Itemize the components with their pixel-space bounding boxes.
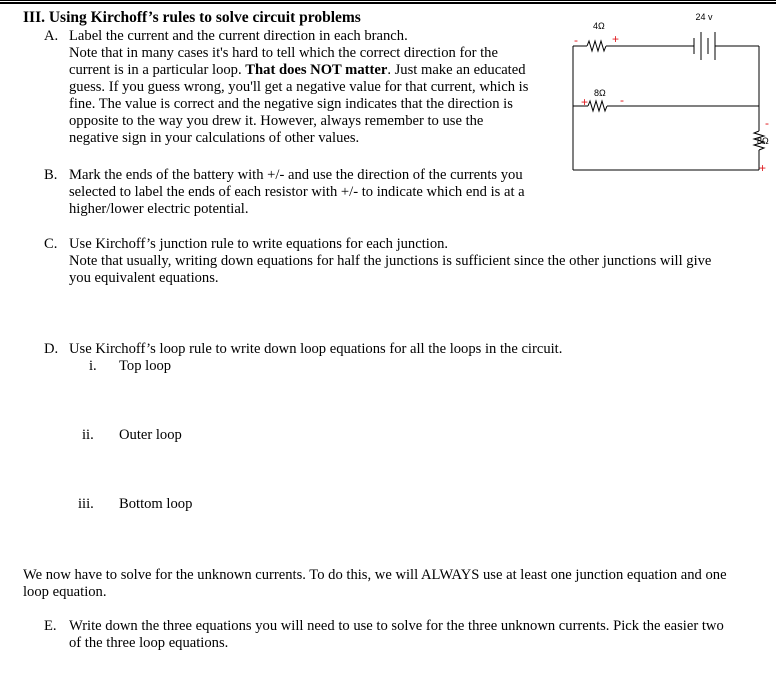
section-b-line: Mark the ends of the battery with +/- and use the direction of the currents you [69,167,523,183]
section-c-line: Note that usually, writing down equations for half the junctions is sufficient since the other junctions will give [69,253,712,269]
section-e-line: Write down the three equations you will need to use to solve for the three unknown currents. Pick the easier two [69,618,724,634]
section-e-marker: E. [44,618,57,634]
section-a-text [69,28,528,147]
section-a-line: opposite to the way you drew it. However, always remember to use the [69,113,484,129]
top-loop-label: Top loop [119,358,172,374]
section-e-text [69,618,724,652]
section-a-line: Label the current and the current direction in each branch. [69,28,408,44]
resistor-4-ohm-label: 4Ω [593,21,605,31]
section-d-marker: D. [44,341,59,357]
section-a-line: negative sign in your calculations of other values. [69,130,360,146]
section-b-line: higher/lower electric potential. [69,201,249,217]
section-a-line: Note that in many cases it's hard to tell which the correct direction for the [69,45,498,61]
section-c-line: you equivalent equations. [69,270,219,286]
minus-sign: - [620,93,624,107]
section-c-marker: C. [44,236,58,252]
section-b-line: selected to label the ends of each resistor with +/- to indicate which end is at a [69,184,525,200]
resistor-8-ohm-middle [588,101,607,111]
section-a-line: fine. The value is correct and the negative sign indicates that the direction is [69,96,513,112]
section-c-line: Use Kirchoff’s junction rule to write equations for each junction. [69,236,449,252]
plus-sign: + [581,95,589,109]
plus-sign: + [612,32,620,46]
section-a-line: current is in a particular loop. That does NOT matter. Just make an educated [69,62,526,78]
section-b-marker: B. [44,167,58,183]
section-heading: III. Using Kirchoff’s rules to solve circuit problems [23,9,361,26]
emphasis-text: That does NOT matter [245,62,388,78]
minus-sign: - [574,33,578,47]
outer-loop-label: Outer loop [119,427,182,443]
section-d-text: Use Kirchoff’s loop rule to write down loop equations for all the loops in the circuit. [69,341,563,357]
circuit-diagram [560,4,776,184]
solve-paragraph [23,567,727,601]
battery-label: 24 v [695,12,713,22]
item-marker: i. [89,358,97,374]
solve-line: We now have to solve for the unknown currents. To do this, we will ALWAYS use at least one junction equation and one [23,567,727,583]
section-a-line: guess. If you guess wrong, you'll get a negative value for that current, which is [69,79,529,95]
section-e-line: of the three loop equations. [69,635,229,651]
section-a-marker: A. [44,28,59,44]
resistor-4-ohm [587,41,606,51]
bottom-loop-label: Bottom loop [119,496,193,512]
minus-sign: - [765,116,769,130]
plus-sign: + [759,161,767,175]
resistor-8-ohm-label: 8Ω [594,88,606,98]
resistor-8-ohm-right-label: 8Ω [757,136,769,146]
item-marker: ii. [82,427,94,443]
section-c-text [69,236,711,287]
solve-line: loop equation. [23,584,107,600]
section-b-text [69,167,525,218]
item-marker: iii. [78,496,94,512]
